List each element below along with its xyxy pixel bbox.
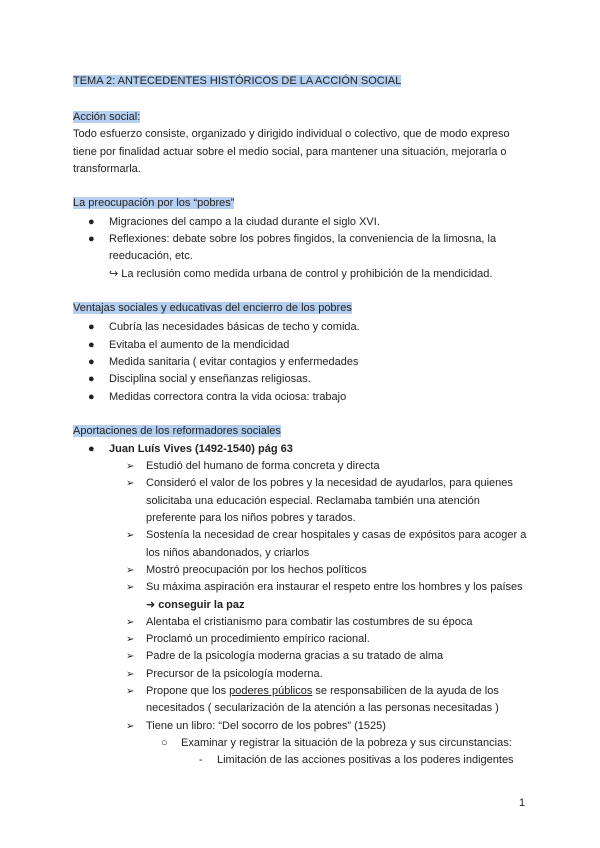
bullet-icon: ● [88,442,95,455]
list-item: ○ Examinar y registrar la situación de la pobreza y sus circunstancias: [73,735,533,752]
list-item: ➢ Propone que los poderes públicos se responsabilicen de la ayuda de los [73,683,533,700]
arrowhead-icon: ➢ [126,564,135,576]
arrowhead-icon: ➢ [126,461,135,473]
section-heading-ventajas: Ventajas sociales y educativas del encierro de los pobres [73,302,352,315]
list-item: ● Cubría las necesidades básicas de techo y comida. [73,319,533,336]
section-heading-pobres: La preocupación por los “pobres” [73,196,235,209]
paragraph-line: tiene por finalidad actuar sobre el medio social, para mantener una situación, mejorarla o [73,145,507,158]
arrowhead-icon: ➢ [126,668,135,680]
circle-bullet-icon: ○ [161,736,168,749]
list-item: ➢ Proclamó un procedimiento empírico racional. [73,631,533,648]
arrowhead-icon: ➢ [126,582,135,594]
list-item: ● Evitaba el aumento de la mendicidad [73,337,533,354]
list-item-continuation: solicitaba una educación especial. Reclamaba también una atención [146,494,480,507]
bullet-icon: ● [88,373,95,386]
list-item: ● Reflexiones: debate sobre los pobres fingidos, la conveniencia de la limosna, la [73,231,533,248]
list-item: ➢ Su máxima aspiración era instaurar el respeto entre los hombres y los países [73,579,533,596]
person-item: ● Juan Luís Vives (1492-1540) pág 63 [73,441,533,458]
list-item-continuation: necesitados ( secularización de la atención a las personas necesitadas ) [146,702,499,715]
list-item: ➢ Estudió del humano de forma concreta y directa [73,458,533,475]
list-item-continuation: preferente para los niños pobres y tarados. [146,512,356,525]
list-item-continuation: ➜ conseguir la paz [146,598,245,611]
list-item: ● Migraciones del campo a la ciudad durante el siglo XVI. [73,214,533,231]
bullet-icon: ● [88,321,95,334]
bullet-icon: ● [88,215,95,228]
list-item: ➢ Padre de la psicología moderna gracias a su tratado de alma [73,648,533,665]
list-item: ● Disciplina social y enseñanzas religiosas. [73,371,533,388]
return-arrow-icon: ↪ [109,268,119,281]
arrowhead-icon: ➢ [126,530,135,542]
paragraph-line: Todo esfuerzo consiste, organizado y dirigido individual o colectivo, que de modo expreso [73,128,510,140]
arrowhead-icon: ➢ [126,686,135,698]
list-item: ➢ Sostenía la necesidad de crear hospitales y casas de expósitos para acoger a [73,527,533,544]
dash-bullet-icon: - [199,754,203,767]
document-page [73,68,533,770]
sub-item: ↪ La reclusión como medida urbana de control y prohibición de la mendicidad. [109,268,493,281]
list-item: ➢ Mostró preocupación por los hechos políticos [73,562,533,579]
arrowhead-icon: ➢ [126,720,135,732]
list-item: - Limitación de las acciones positivas a los poderes indigentes [73,752,533,769]
title-text: TEMA 2: ANTECEDENTES HISTÓRICOS DE LA ACCIÓN SOCIAL [73,75,402,87]
section-heading-aportaciones: Aportaciones de los reformadores sociales [73,424,281,437]
list-item-continuation: reeducación, etc. [109,250,193,263]
list-item: ● Medidas correctora contra la vida ociosa: trabajo [73,389,533,406]
list-item: ➢ Precursor de la psicología moderna. [73,666,533,683]
arrowhead-icon: ➢ [126,651,135,663]
list-item: ➢ Consideró el valor de los pobres y la necesidad de ayudarlos, para quienes [73,475,533,492]
bullet-icon: ● [88,390,95,403]
page-number: 1 [519,797,526,809]
arrowhead-icon: ➢ [126,616,135,628]
arrowhead-icon: ➢ [126,634,135,646]
bullet-icon: ● [88,232,95,245]
section-heading-accion-social: Acción social: [73,111,141,123]
list-item-continuation: los niños abandonados, y criarlos [146,546,310,559]
list-item: ➢ Tiene un libro: “Del socorro de los pobres” (1525) [73,718,533,735]
list-item: ➢ Alentaba el cristianismo para combatir las costumbres de su época [73,614,533,631]
bullet-icon: ● [88,338,95,351]
document-title [73,73,533,90]
underlined-term: poderes públicos [229,685,313,698]
arrowhead-icon: ➢ [126,478,135,490]
bullet-icon: ● [88,355,95,368]
list-item: ● Medida sanitaria ( evitar contagios y enfermedades [73,354,533,371]
paragraph-line: transformarla. [73,163,141,175]
